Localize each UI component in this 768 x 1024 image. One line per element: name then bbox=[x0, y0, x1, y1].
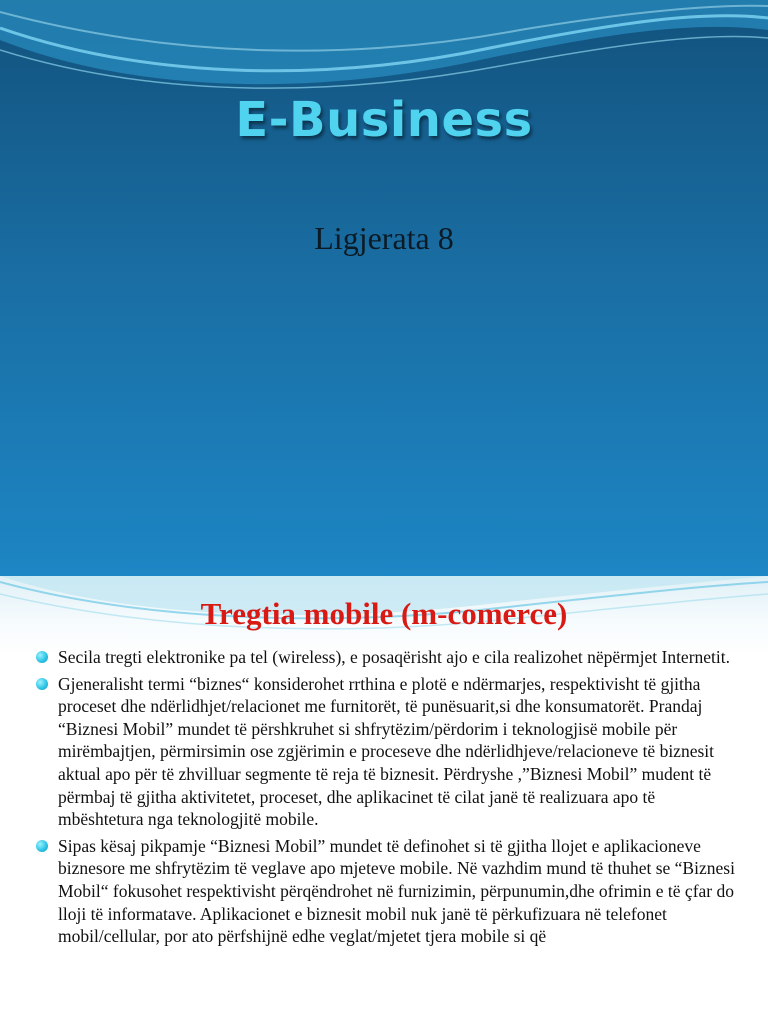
bullet-text: Secila tregti elektronike pa tel (wireless), e posaqërisht ajo e cila realizohet nëpërmjet Internetit. bbox=[58, 647, 731, 667]
content-slide bbox=[0, 576, 768, 1024]
bullet-text: Sipas kësaj pikpamje “Biznesi Mobil” mundet të definohet si të gjitha llojet e aplikacioneve biznesore me shfrytëzim të veglave apo mjeteve mobile. Në vazhdim mund të thuhet se “Biznesi Mobil“ fokusohet respektivisht përqëndrohet në furnizimin, përpunumin,dhe ofrimin e të çfar do lloji të informatave. Aplikacionet e biznesit mobil nuk janë të përkufizuara në telefonet mobil/cellular, por ato përfshijnë edhe veglat/mjetet tjera mobile si që bbox=[58, 835, 735, 947]
cyan-sphere-bullet-icon bbox=[36, 651, 48, 663]
bullet-item bbox=[36, 835, 736, 948]
cyan-sphere-bullet-icon bbox=[36, 678, 48, 690]
bullet-item bbox=[36, 673, 736, 831]
slide-subtitle: Ligjerata 8 bbox=[314, 220, 454, 256]
slide-title: E-Business bbox=[235, 92, 533, 148]
cyan-sphere-bullet-icon bbox=[36, 840, 48, 852]
bullet-item bbox=[36, 646, 736, 669]
bullet-list bbox=[36, 646, 736, 952]
content-slide-title: Tregtia mobile (m-comerce) bbox=[200, 596, 568, 631]
decorative-wave-band bbox=[0, 0, 768, 100]
bullet-text: Gjeneralisht termi “biznes“ konsiderohet rrthina e plotë e ndërmarjes, respektivisht të gjitha proceset dhe ndërlidhjet/relacionet me furnitorët, të punësuarit,si dhe konsumatorët. Prandaj “Biznesi Mobil” mundet të përshkruhet si shfrytëzim/përdorim i teknologjisë mobile për mirëmbajtjen, përmirsimin ose zgjërimin e proceseve dhe ndërlidhjeve/relacioneve të biznesit aktual apo për të zhvilluar segmente të reja të biznesit. Përdryshe ,”Biznesi Mobil” mudent të përmbaj të gjitha aktivitetet, proceset, dhe aplikacinet të cilat janë të realizuara apo të mbështetura nga teknologjitë mobile. bbox=[58, 673, 715, 830]
